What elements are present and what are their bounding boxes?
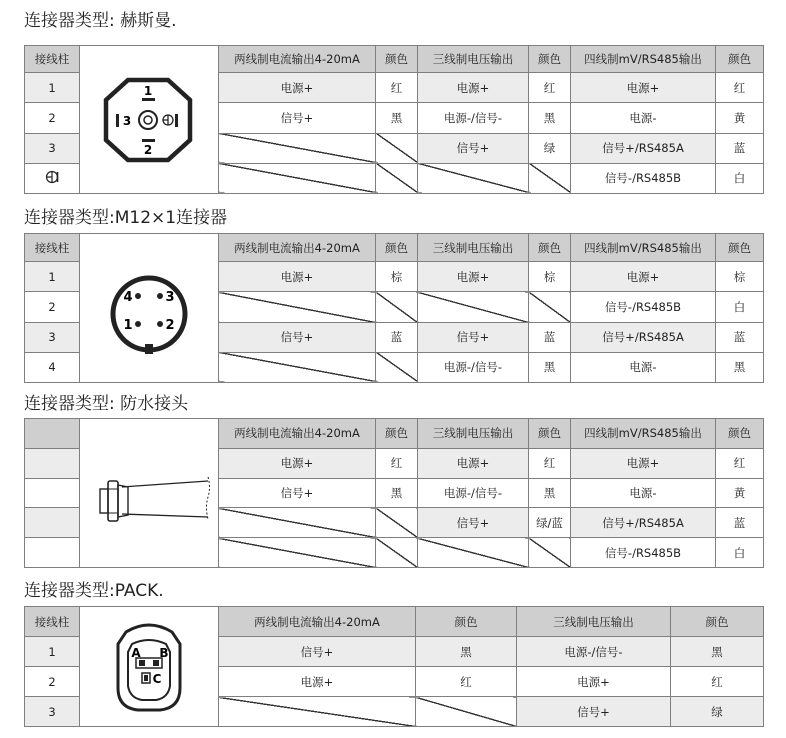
header-color: 颜色 (529, 46, 571, 73)
pin-number: 2 (25, 292, 80, 322)
cell: 信号-/RS485B (571, 538, 716, 568)
color-cell: 白 (716, 538, 764, 568)
empty-cell (219, 697, 416, 727)
pin-number: 3 (25, 697, 80, 727)
header-four-wire: 四线制mV/RS485输出 (571, 234, 716, 262)
pin-blank (25, 478, 80, 508)
pin-blank (25, 538, 80, 568)
section-title-pack: 连接器类型:PACK. (24, 581, 164, 601)
header-three-wire: 三线制电压输出 (418, 234, 529, 262)
empty-cell (418, 538, 529, 568)
cell: 信号+ (517, 697, 671, 727)
cell: 信号+/RS485A (571, 322, 716, 352)
color-cell: 蓝 (529, 322, 571, 352)
color-cell: 红 (671, 667, 764, 697)
connector-pin-label: 3 (165, 290, 175, 305)
section-title-waterproof: 连接器类型: 防水接头 (24, 394, 189, 414)
cell: 电源- (571, 478, 716, 508)
pin-number: 1 (25, 73, 80, 103)
pin-number: 2 (25, 667, 80, 697)
empty-cell (529, 538, 571, 568)
connector-pin-label: A (131, 645, 141, 660)
empty-cell (376, 163, 418, 193)
pack-wiring-table (24, 606, 764, 727)
header-two-wire: 两线制电流输出4-20mA (219, 419, 376, 449)
cell: 电源+ (517, 667, 671, 697)
color-cell: 绿 (671, 697, 764, 727)
empty-cell (219, 292, 376, 322)
pin-blank (25, 508, 80, 538)
pin-blank (25, 448, 80, 478)
pin-number: 1 (25, 262, 80, 292)
color-cell: 绿/蓝 (529, 508, 571, 538)
connector-pin-label: B (159, 645, 169, 660)
color-cell: 红 (529, 73, 571, 103)
header-blank (25, 419, 80, 449)
header-pin: 接线柱 (25, 234, 80, 262)
color-cell: 黑 (716, 352, 764, 382)
cell: 电源+ (418, 262, 529, 292)
cell: 电源+ (418, 448, 529, 478)
cell: 信号+ (219, 322, 376, 352)
header-four-wire: 四线制mV/RS485输出 (571, 419, 716, 449)
pin-number: 3 (25, 133, 80, 163)
header-color: 颜色 (529, 234, 571, 262)
header-color: 颜色 (376, 234, 418, 262)
header-two-wire: 两线制电流输出4-20mA (219, 234, 376, 262)
color-cell: 红 (529, 448, 571, 478)
cell: 电源-/信号- (418, 103, 529, 133)
header-color: 颜色 (529, 419, 571, 449)
empty-cell (418, 292, 529, 322)
ground-icon (163, 114, 178, 127)
pack-connector-diagram (80, 607, 219, 727)
section-title-hirschmann: 连接器类型: 赫斯曼. (24, 11, 177, 31)
empty-cell (376, 508, 418, 538)
connector-pin-label: 2 (165, 318, 175, 333)
color-cell: 黑 (376, 103, 418, 133)
color-cell: 黄 (716, 103, 764, 133)
color-cell: 蓝 (376, 322, 418, 352)
empty-cell (219, 538, 376, 568)
header-pin: 接线柱 (25, 46, 80, 73)
pin-number: 1 (25, 637, 80, 667)
empty-cell (219, 133, 376, 163)
connector-pin-label: 3 (122, 114, 132, 128)
m12-wiring-table (24, 233, 764, 383)
cell: 电源+ (219, 73, 376, 103)
color-cell: 蓝 (716, 133, 764, 163)
color-cell: 黑 (529, 478, 571, 508)
empty-cell (529, 292, 571, 322)
color-cell: 棕 (716, 262, 764, 292)
header-color: 颜色 (376, 419, 418, 449)
color-cell: 黑 (529, 352, 571, 382)
cell: 信号+/RS485A (571, 133, 716, 163)
cell: 信号-/RS485B (571, 292, 716, 322)
color-cell: 黑 (671, 637, 764, 667)
cell: 电源-/信号- (517, 637, 671, 667)
cell: 电源+ (219, 448, 376, 478)
m12-connector-diagram (80, 234, 219, 383)
color-cell: 黄 (716, 478, 764, 508)
header-three-wire: 三线制电压输出 (418, 419, 529, 449)
section-title-m12: 连接器类型:M12×1连接器 (24, 208, 228, 228)
waterproof-wiring-table (24, 418, 764, 568)
color-cell: 黑 (376, 478, 418, 508)
header-color: 颜色 (376, 46, 418, 73)
cell: 信号+ (418, 508, 529, 538)
cell: 信号+ (418, 322, 529, 352)
connector-pin-label: 2 (143, 143, 153, 157)
header-three-wire: 三线制电压输出 (418, 46, 529, 73)
cell: 信号+ (219, 103, 376, 133)
connector-pin-label: 1 (123, 318, 133, 333)
empty-cell (376, 292, 418, 322)
header-color: 颜色 (716, 234, 764, 262)
ground-icon (45, 170, 59, 184)
cell: 电源+ (571, 448, 716, 478)
pin-number: 3 (25, 322, 80, 352)
pin-ground (25, 163, 80, 193)
cell: 电源+ (219, 667, 416, 697)
cell: 电源-/信号- (418, 478, 529, 508)
header-four-wire: 四线制mV/RS485输出 (571, 46, 716, 73)
color-cell: 黑 (529, 103, 571, 133)
hirschmann-connector-diagram (80, 46, 219, 194)
cell: 电源-/信号- (418, 352, 529, 382)
cell: 信号+ (219, 637, 416, 667)
color-cell: 黑 (416, 637, 517, 667)
cell: 信号+ (219, 478, 376, 508)
cell: 信号-/RS485B (571, 163, 716, 193)
header-color: 颜色 (416, 607, 517, 637)
connector-pin-label: 1 (143, 84, 153, 98)
color-cell: 红 (716, 448, 764, 478)
cell: 电源+ (571, 73, 716, 103)
empty-cell (376, 538, 418, 568)
cell: 电源+ (571, 262, 716, 292)
empty-cell (219, 508, 376, 538)
color-cell: 红 (376, 448, 418, 478)
connector-pin-label: 4 (123, 290, 133, 305)
empty-cell (219, 352, 376, 382)
empty-cell (376, 352, 418, 382)
cell: 电源+ (219, 262, 376, 292)
cell: 信号+/RS485A (571, 508, 716, 538)
color-cell: 白 (716, 163, 764, 193)
color-cell: 红 (376, 73, 418, 103)
connector-pin-label: C (152, 671, 162, 686)
color-cell: 蓝 (716, 508, 764, 538)
header-color: 颜色 (716, 419, 764, 449)
empty-cell (529, 163, 571, 193)
color-cell: 红 (416, 667, 517, 697)
color-cell: 棕 (529, 262, 571, 292)
cell: 电源+ (418, 73, 529, 103)
color-cell: 蓝 (716, 322, 764, 352)
pin-number: 2 (25, 103, 80, 133)
cell: 电源- (571, 103, 716, 133)
hirschmann-wiring-table (24, 45, 764, 194)
header-pin: 接线柱 (25, 607, 80, 637)
color-cell: 白 (716, 292, 764, 322)
header-two-wire: 两线制电流输出4-20mA (219, 607, 416, 637)
pin-number: 4 (25, 352, 80, 382)
empty-cell (416, 697, 517, 727)
empty-cell (418, 163, 529, 193)
header-three-wire: 三线制电压输出 (517, 607, 671, 637)
empty-cell (376, 133, 418, 163)
color-cell: 绿 (529, 133, 571, 163)
empty-cell (219, 163, 376, 193)
cell: 信号+ (418, 133, 529, 163)
color-cell: 红 (716, 73, 764, 103)
header-color: 颜色 (716, 46, 764, 73)
waterproof-connector-diagram (80, 419, 219, 568)
header-color: 颜色 (671, 607, 764, 637)
color-cell: 棕 (376, 262, 418, 292)
header-two-wire: 两线制电流输出4-20mA (219, 46, 376, 73)
cell: 电源- (571, 352, 716, 382)
